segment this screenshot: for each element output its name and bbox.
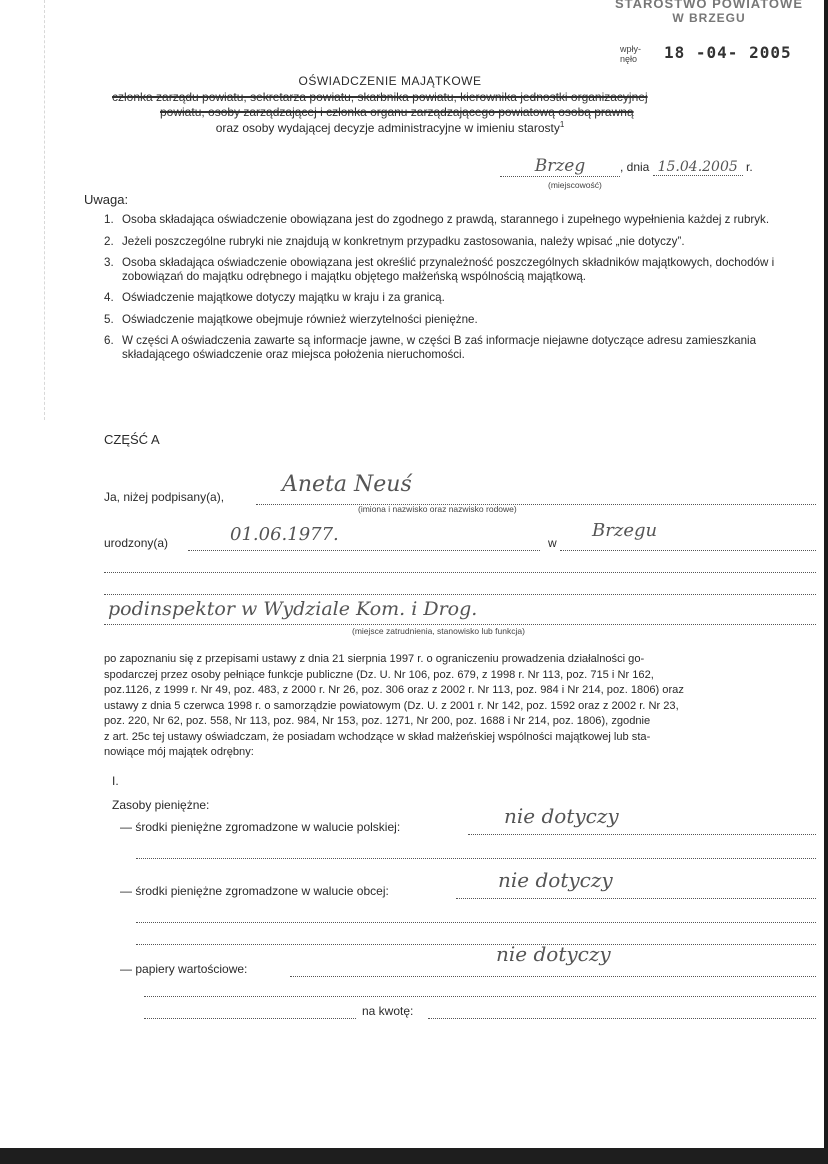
document-subtitle: oraz osoby wydającej decyzje administracyjne w imieniu starosty$^1$: [215, 120, 565, 135]
born-label: urodzony(a): [104, 536, 169, 550]
foreign-field-line: [456, 898, 816, 899]
received-date-stamp: 18 -04- 2005: [664, 43, 792, 62]
struck-header-line-2: powiatu, osoby zarządzającej i członka organu zarządzającego powiatową osobą prawną: [160, 105, 634, 119]
scan-bottom-edge: [0, 1148, 828, 1164]
born-in-value: Brzegu: [592, 520, 658, 541]
office-stamp: [604, 0, 814, 26]
signed-field-line: [256, 504, 816, 505]
born-date-line: [188, 550, 540, 551]
date-value: 15.04.2005: [657, 159, 738, 175]
uwaga-heading: Uwaga:: [84, 192, 129, 207]
struck-header-line-1: członka zarządu powiatu, sekretarza powiatu, skarbnika powiatu, kierownika jednostki organizacyjnej: [112, 90, 648, 104]
place-date-line: [500, 156, 790, 177]
section-heading: Zasoby pieniężne:: [112, 798, 210, 812]
date-label: , dnia: [620, 160, 650, 174]
place-value: Brzeg: [534, 156, 586, 176]
pln-field: — środki pieniężne zgromadzone w walucie polskiej:: [120, 820, 401, 834]
instruction-item: 5. Oświadczenie majątkowe obejmuje również wierzytelności pieniężne.: [104, 312, 478, 326]
securities-field-line: [290, 976, 816, 977]
pln-value: nie dotyczy: [504, 804, 619, 828]
signed-caption: (imiona i nazwisko oraz nazwisko rodowe): [358, 504, 517, 514]
blank-line: [136, 922, 816, 923]
date-suffix: r.: [746, 160, 753, 174]
blank-line: [136, 858, 816, 859]
foreign-label: środki pieniężne zgromadzone w walucie obcej:: [135, 884, 389, 898]
job-caption: (miejsce zatrudnienia, stanowisko lub funkcja): [352, 626, 525, 636]
blank-line: [104, 572, 816, 573]
received-label: wpły- nęło: [620, 44, 642, 64]
blank-line: [144, 996, 816, 997]
securities-field: — papiery wartościowe:: [120, 962, 248, 976]
scan-right-edge: [824, 0, 828, 1164]
foreign-field: — środki pieniężne zgromadzone w walucie obcej:: [120, 884, 389, 898]
instruction-item: 3. Osoba składająca oświadczenie obowiązana jest określić przynależność poszczególnych składników majątkowych, dochodów i zobowiązań do majątku odrębnego i majątku objętego małżeńską wspólnością majątkową.: [104, 256, 775, 283]
amount-field-line: [428, 1018, 816, 1019]
amount-label: na kwotę:: [362, 1004, 414, 1018]
blank-line: [104, 594, 816, 595]
scan-fold-line: [44, 0, 45, 420]
pln-label: środki pieniężne zgromadzone w walucie polskiej:: [135, 820, 401, 834]
job-value: podinspektor w Wydziale Kom. i Drog.: [108, 598, 478, 620]
instruction-item: 1. Osoba składająca oświadczenie obowiązana jest do zgodnego z prawdą, starannego i zupełnego wypełnienia każdej z rubryk.: [104, 213, 770, 226]
instructions-list: [104, 213, 816, 369]
instruction-item: 6. W części A oświadczenia zawarte są informacje jawne, w części B zaś informacje niejawne dotyczące adresu zamieszkania składającego oświadczenie oraz miejsca położenia nieruchomości.: [104, 334, 757, 361]
stamp-line-2: W BRZEGU: [672, 11, 746, 25]
securities-label: papiery wartościowe:: [135, 962, 248, 976]
place-caption: (miejscowość): [548, 180, 602, 190]
legal-declaration: po zapoznaniu się z przepisami ustawy z dnia 21 sierpnia 1997 r. o ograniczeniu prowadzenia działalności go- spodarczej przez osoby pełniące funkcje publiczne (Dz. U. Nr 106, poz. 679, z 1998 r. Nr 113, poz. 715 i Nr 162, poz.1126, z 1999 r. Nr 49, poz. 483, z 2000 r. Nr 26, poz. 306 oraz z 2002 r. Nr 113, poz. 984 i Nr 214, poz. 1806) oraz ustawy z dnia 5 czerwca 1998 r. o samorządzie powiatowym (Dz. U. z 2001 r. Nr 142, poz. 1592 oraz z 2002 r. Nr 23, poz. 220, Nr 62, poz. 558, Nr 113, poz. 984, Nr 153, poz. 1271, Nr 200, poz. 1688 i Nr 214, poz. 1806), zgodnie z art. 25c tej ustawy oświadczam, że posiadam wchodzące w skład małżeńskiej wspólności majątkowej lub sta- nowiące mój majątek odrębny:: [104, 653, 684, 758]
blank-line: [136, 944, 816, 945]
amount-prefix-line: [144, 1018, 356, 1019]
foreign-value: nie dotyczy: [498, 868, 613, 892]
job-field-line: [104, 624, 816, 625]
born-value: 01.06.1977.: [230, 524, 339, 545]
born-place-line: [560, 550, 816, 551]
instruction-item: 2. Jeżeli poszczególne rubryki nie znajdują w konkretnym przypadku zastosowania, należy wpisać „nie dotyczy”.: [104, 234, 685, 248]
securities-value: nie dotyczy: [496, 942, 611, 966]
signed-value: Aneta Neuś: [282, 472, 412, 497]
document-title: OŚWIADCZENIE MAJĄTKOWE: [298, 74, 482, 88]
instruction-item: 4. Oświadczenie majątkowe dotyczy majątku w kraju i za granicą.: [104, 291, 445, 304]
section-roman: I.: [112, 774, 119, 788]
signed-label: Ja, niżej podpisany(a),: [104, 490, 225, 504]
born-in-label: w: [548, 536, 557, 550]
pln-field-line: [468, 834, 816, 835]
czesc-a-heading: CZĘŚĆ A: [104, 432, 160, 447]
stamp-line-1: STAROSTWO POWIATOWE: [615, 0, 803, 11]
